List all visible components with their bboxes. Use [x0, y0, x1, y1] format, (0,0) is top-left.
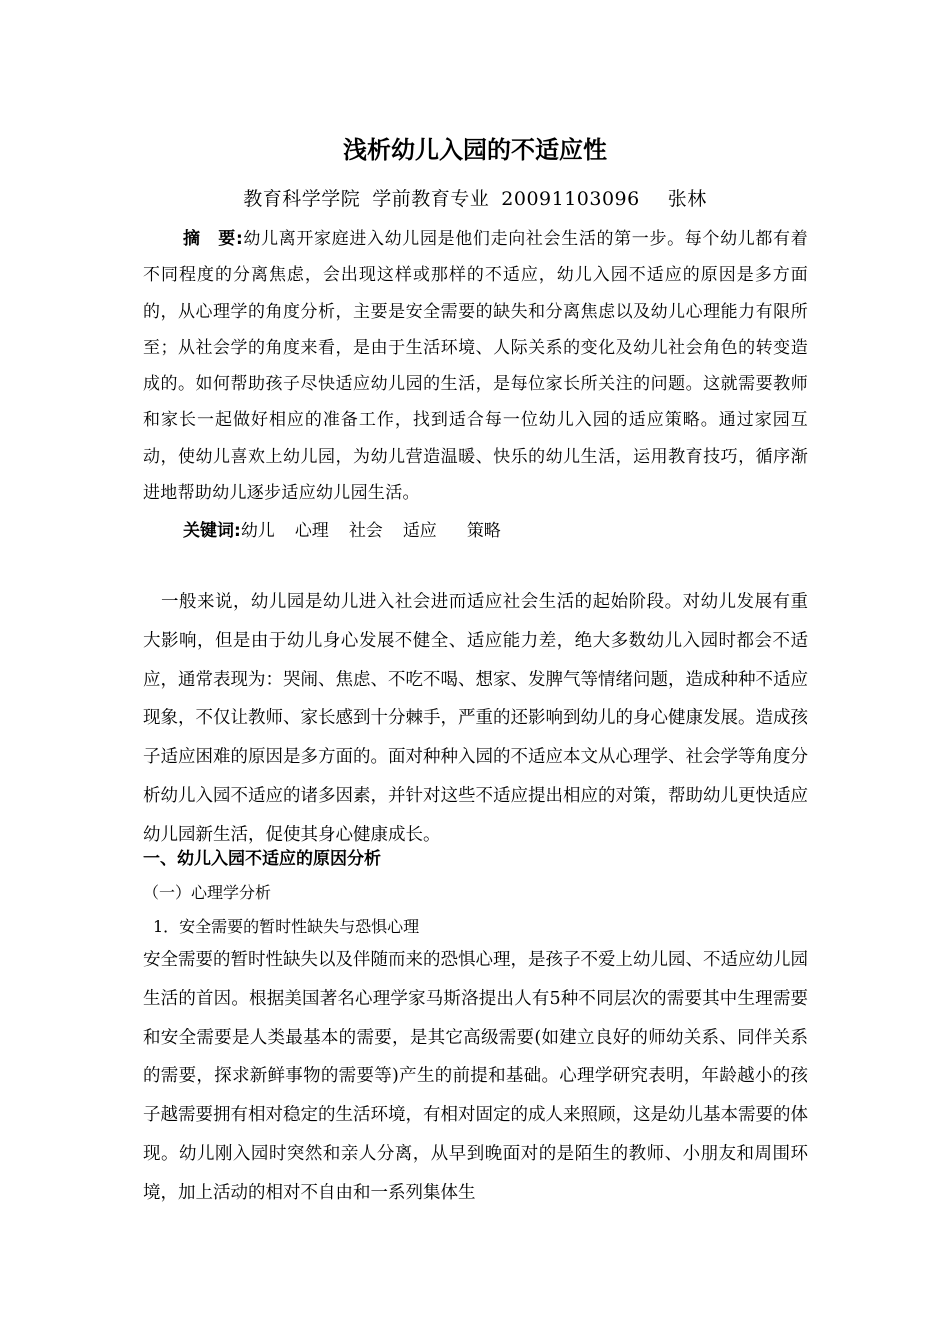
author-line — [0, 183, 950, 215]
keywords-line — [183, 515, 521, 547]
author-school: 教育科学学院 — [243, 188, 361, 210]
intro-paragraph: 一般来说，幼儿园是幼儿进入社会进而适应社会生活的起始阶段。对幼儿发展有重大影响，但是由于幼儿身心发展不健全、适应能力差，绝大多数幼儿入园时都会不适应，通常表现为：哭闹、焦虑、不吃不喝、想家、发脾气等情绪问题，造成种种不适应现象，不仅让教师、家长感到十分棘手，严重的还影响到幼儿的身心健康发展。造成孩子适应困难的原因是多方面的。面对种种入园的不适应本文从心理学、社会学等角度分析幼儿入园不适应的诸多因素，并针对这些不适应提出相应的对策，帮助幼儿更快适应幼儿园新生活，促使其身心健康成长。 — [143, 592, 808, 845]
document-title: 浅析幼儿入园的不适应性 — [343, 136, 607, 164]
keywords-label: 关键词: — [183, 521, 241, 541]
section-heading: 一、幼儿入园不适应的原因分析 — [143, 849, 381, 869]
keyword: 策略 — [466, 521, 501, 541]
section-paragraph: 安全需要的暂时性缺失以及伴随而来的恐惧心理，是孩子不爱上幼儿园、不适应幼儿园生活的首因。根据美国著名心理学家马斯洛提出人有5种不同层次的需要其中生理需要和安全需要是人类最基本的需要，是其它高级需要(如建立良好的师幼关系、同伴关系的需要，探求新鲜事物的需要等)产生的前提和基础。心理学研究表明，年龄越小的孩子越需要拥有相对稳定的生活环境，有相对固定的成人来照顾，这是幼儿基本需要的体现。幼儿刚入园时突然和亲人分离，从早到晚面对的是陌生的教师、小朋友和周围环境，加上活动的相对不自由和一系列集体生 — [143, 950, 808, 1203]
abstract-label: 摘 要: — [183, 229, 244, 249]
abstract-paragraph — [143, 221, 808, 511]
keyword: 适应 — [402, 521, 437, 541]
author-major: 学前教育专业 — [372, 188, 490, 210]
keyword: 社会 — [348, 521, 383, 541]
author-name: 张林 — [667, 188, 707, 210]
subsubsection-heading: 1．安全需要的暂时性缺失与恐惧心理 — [153, 917, 420, 936]
abstract-text: 幼儿离开家庭进入幼儿园是他们走向社会生活的第一步。每个幼儿都有着不同程度的分离焦虑，会出现这样或那样的不适应，幼儿入园不适应的原因是多方面的，从心理学的角度分析，主要是安全需要的缺失和分离焦虑以及幼儿心理能力有限所至；从社会学的角度来看，是由于生活环境、人际关系的变化及幼儿社会角色的转变造成的。如何帮助孩子尽快适应幼儿园的生活，是每位家长所关注的问题。这就需要教师和家长一起做好相应的准备工作，找到适合每一位幼儿入园的适应策略。通过家园互动，使幼儿喜欢上幼儿园，为幼儿营造温暖、快乐的幼儿生活，运用教育技巧，循序渐进地帮助幼儿逐步适应幼儿园生活。 — [143, 229, 808, 504]
keyword: 心理 — [294, 521, 329, 541]
keyword: 幼儿 — [240, 521, 275, 541]
author-student-id: 20091103096 — [501, 188, 640, 210]
subsection-heading: （一）心理学分析 — [143, 883, 272, 902]
